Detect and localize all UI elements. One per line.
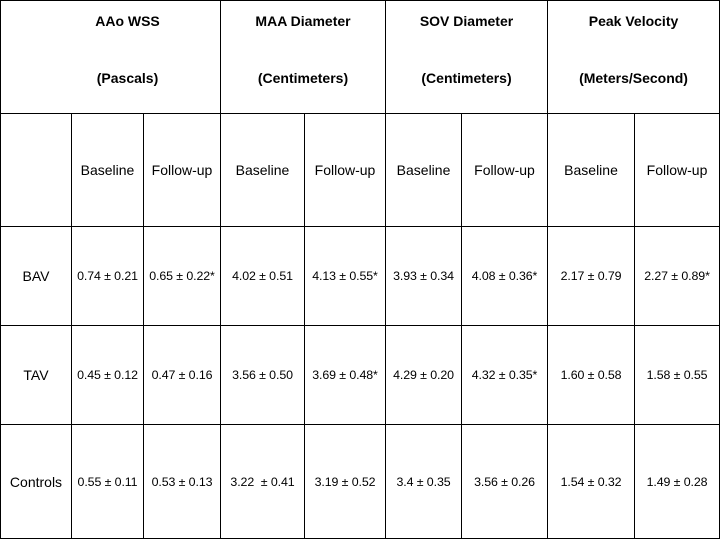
value-cell: 3.93 ± 0.34 <box>386 227 462 326</box>
header-row <box>1 1 720 114</box>
value-cell: 3.56 ± 0.26 <box>462 425 548 539</box>
header-peak-velocity <box>548 1 720 114</box>
subheader-baseline: Baseline <box>548 113 635 227</box>
value-cell: 3.4 ± 0.35 <box>386 425 462 539</box>
table-row-controls <box>1 425 720 539</box>
row-label: BAV <box>1 227 72 326</box>
value-cell: 4.32 ± 0.35* <box>462 325 548 425</box>
value-cell: 0.74 ± 0.21 <box>72 227 144 326</box>
value-cell: 3.69 ± 0.48* <box>305 325 386 425</box>
header-sov-diameter <box>386 1 548 114</box>
subheader-followup: Follow-up <box>635 113 720 227</box>
header-title: AAo WSS <box>95 13 160 30</box>
header-title: SOV Diameter <box>419 13 514 30</box>
value-cell: 0.53 ± 0.13 <box>144 425 221 539</box>
value-cell: 4.29 ± 0.20 <box>386 325 462 425</box>
subheader-baseline: Baseline <box>221 113 305 227</box>
header-maa-diameter <box>221 1 386 114</box>
value-cell: 1.54 ± 0.32 <box>548 425 635 539</box>
header-unit: (Centimeters) <box>421 70 512 87</box>
value-cell: 4.13 ± 0.55* <box>305 227 386 326</box>
subheader-followup: Follow-up <box>305 113 386 227</box>
value-cell: 2.27 ± 0.89* <box>635 227 720 326</box>
header-unit: (Centimeters) <box>257 70 349 87</box>
empty-corner-cell <box>1 113 72 227</box>
value-cell: 1.58 ± 0.55 <box>635 325 720 425</box>
value-cell: 0.55 ± 0.11 <box>72 425 144 539</box>
value-cell: 4.02 ± 0.51 <box>221 227 305 326</box>
header-unit: (Meters/Second) <box>579 70 688 87</box>
row-label: TAV <box>1 325 72 425</box>
value-cell: 2.17 ± 0.79 <box>548 227 635 326</box>
subheader-baseline: Baseline <box>72 113 144 227</box>
subheader-row <box>1 113 720 227</box>
header-unit: (Pascals) <box>96 70 159 87</box>
value-cell: 4.08 ± 0.36* <box>462 227 548 326</box>
header-title: Peak Velocity <box>588 13 679 30</box>
value-cell: 3.19 ± 0.52 <box>305 425 386 539</box>
subheader-baseline: Baseline <box>386 113 462 227</box>
value-cell: 3.56 ± 0.50 <box>221 325 305 425</box>
table-row-tav <box>1 325 720 425</box>
table-row-bav <box>1 227 720 326</box>
value-cell: 0.47 ± 0.16 <box>144 325 221 425</box>
row-label: Controls <box>1 425 72 539</box>
header-aao-wss <box>1 1 221 114</box>
value-cell: 0.45 ± 0.12 <box>72 325 144 425</box>
header-title: MAA Diameter <box>255 13 351 30</box>
value-cell: 0.65 ± 0.22* <box>144 227 221 326</box>
subheader-followup: Follow-up <box>462 113 548 227</box>
subheader-followup: Follow-up <box>144 113 221 227</box>
value-cell: 1.60 ± 0.58 <box>548 325 635 425</box>
value-cell: 3.22 ± 0.41 <box>221 425 305 539</box>
value-cell: 1.49 ± 0.28 <box>635 425 720 539</box>
